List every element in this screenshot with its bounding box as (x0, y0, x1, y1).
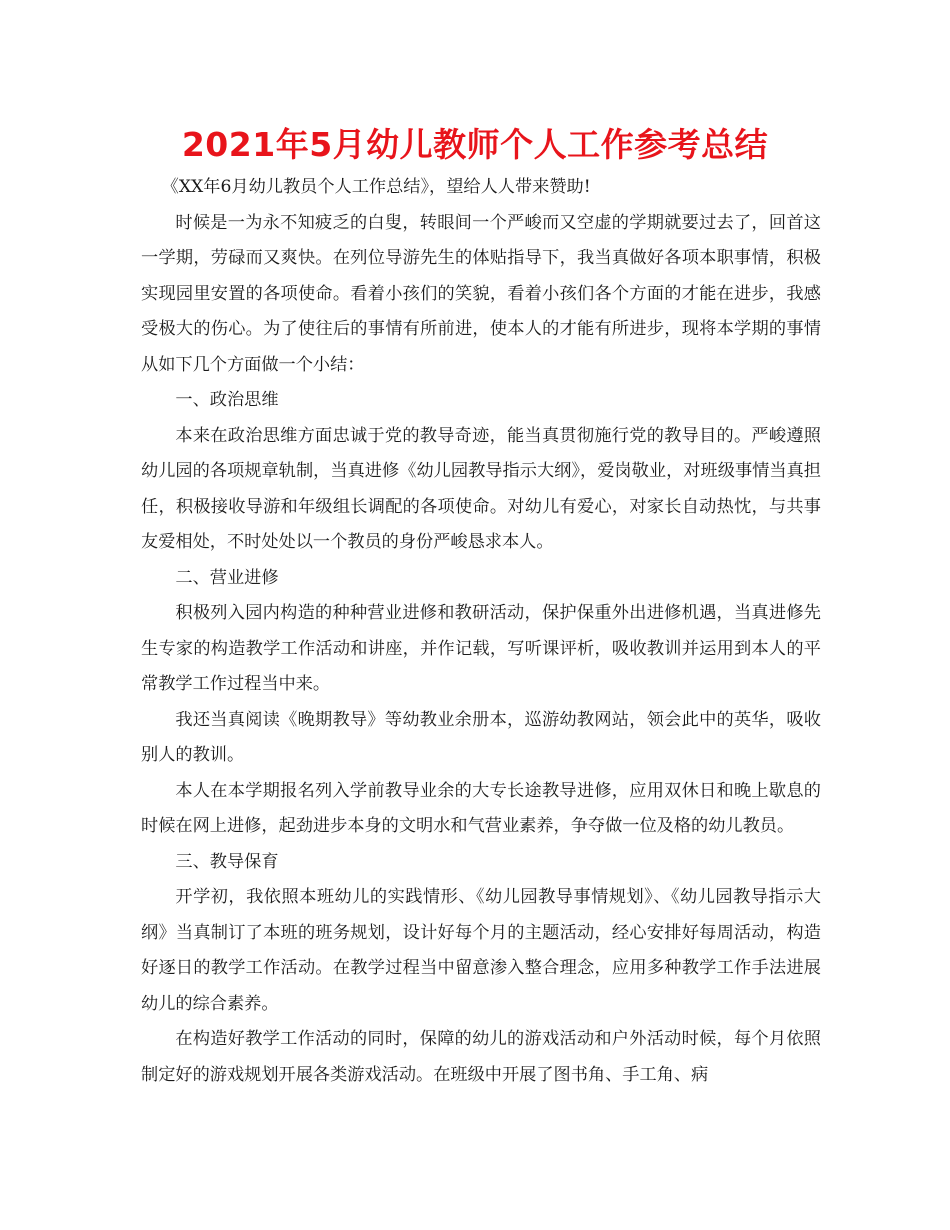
section-heading: 三、教导保育 (175, 851, 279, 872)
document-title: 2021年5月幼儿教师个人工作参考总结 (181, 125, 769, 164)
paragraph: 积极列入园内构造的种种营业进修和教研活动，保护保重外出进修机遇，当真进修先生专家的构造教学工作活动和讲座，并作记载，写听课评析，吸收教训并运用到本人的平常教学工作过程当中来。 (141, 603, 821, 694)
paragraph: 我还当真阅读《晚期教导》等幼教业余册本，巡游幼教网站，领会此中的英华，吸收别人的教训。 (141, 709, 821, 765)
paragraph: 本人在本学期报名列入学前教导业余的大专长途教导进修，应用双休日和晚上歇息的时候在网上进修，起劲进步本身的文明水和气营业素养，争夺做一位及格的幼儿教员。 (141, 780, 821, 836)
intro-paragraph: 《XX年6月幼儿教员个人工作总结》，望给人人带来赞助! (161, 177, 591, 197)
paragraph: 在构造好教学工作活动的同时，保障的幼儿的游戏活动和户外活动时候，每个月依照制定好的游戏规划开展各类游戏活动。在班级中开展了图书角、手工角、病 (141, 1029, 821, 1085)
section-heading: 一、政治思维 (175, 390, 279, 410)
paragraph: 开学初，我依照本班幼儿的实践情形、《幼儿园教导事情规划》、《幼儿园教导指示大纲》当真制订了本班的班务规划，设计好每个月的主题活动，经心安排好每周活动，构造好逐日的教学工作活动。在教学过程当中留意渗入整合理念，应用多种教学工作手法进展幼儿的综合素养。 (141, 887, 821, 1014)
document-body (141, 170, 821, 1093)
paragraph: 本来在政治思维方面忠诚于党的教导奇迹，能当真贯彻施行党的教导目的。严峻遵照幼儿园的各项规章轨制，当真进修《幼儿园教导指示大纲》，爱岗敬业，对班级事情当真担任，积极接收导游和年级组长调配的各项使命。对幼儿有爱心，对家长自动热忱，与共事友爱相处，不时处处以一个教员的身份严峻恳求本人。 (141, 425, 821, 552)
paragraph: 时候是一为永不知疲乏的白叟，转眼间一个严峻而又空虚的学期就要过去了，回首这一学期，劳碌而又爽快。在列位导游先生的体贴指导下，我当真做好各项本职事情，积极实现园里安置的各项使命。看着小孩们的笑貌，看着小孩们各个方面的才能在进步，我感受极大的伤心。为了使往后的事情有所前进，使本人的才能有所进步，现将本学期的事情从如下几个方面做一个小结： (141, 212, 821, 375)
section-heading: 二、营业进修 (175, 567, 279, 588)
